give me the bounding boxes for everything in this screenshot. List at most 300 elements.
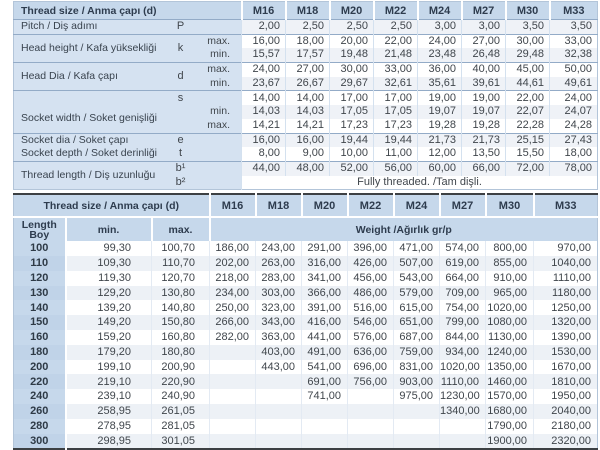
weight-value: 1670,00 [534, 360, 598, 375]
weight-value: 516,00 [348, 300, 394, 315]
spec-value: 39,61 [462, 77, 506, 91]
length-min-value: 199,10 [66, 360, 152, 375]
spec-symbol: b¹ [164, 161, 198, 175]
weight-value: 799,00 [440, 315, 486, 330]
spec-row [14, 133, 598, 147]
weight-row [14, 330, 598, 345]
spec-symbol [164, 105, 198, 133]
length-min-value: 149,20 [66, 315, 152, 330]
length-max-value: 261,05 [152, 404, 210, 419]
spec-value: 36,00 [418, 63, 462, 77]
weight-value: 1390,00 [534, 330, 598, 345]
spec-label: Head Dia / Kafa çapı [14, 63, 164, 91]
weight-row [14, 300, 598, 315]
weight-value: 443,00 [256, 360, 302, 375]
weight-value [256, 434, 302, 450]
weight-row [14, 434, 598, 450]
weight-value: 303,00 [256, 286, 302, 301]
spec-value: 26,48 [462, 48, 506, 62]
spec-value: 21,73 [418, 133, 462, 147]
t2-col-header-m27: M27 [440, 194, 486, 217]
spec-value: 19,07 [418, 105, 462, 119]
length-max-value: 140,80 [152, 300, 210, 315]
weight-value: 970,00 [534, 241, 598, 256]
weight-value: 546,00 [348, 315, 394, 330]
spec-value: 27,43 [550, 133, 598, 147]
spec-value: 33,00 [374, 63, 418, 77]
spec-value: 52,00 [330, 161, 374, 175]
spec-value: 17,05 [330, 105, 374, 119]
spec-value: 17,57 [286, 48, 330, 62]
t1-col-header-m18: M18 [286, 2, 330, 20]
length-value: 150 [14, 315, 66, 330]
spec-value: 15,57 [242, 48, 286, 62]
spec-value: 2,50 [374, 20, 418, 35]
spec-value: 40,00 [462, 63, 506, 77]
t1-col-header-m22: M22 [374, 2, 418, 20]
weight-value: 396,00 [348, 241, 394, 256]
weight-value: 975,00 [394, 389, 440, 404]
weight-value [210, 419, 256, 434]
spec-minmax-label [198, 147, 242, 161]
weight-value: 687,00 [394, 330, 440, 345]
weight-value: 1810,00 [534, 374, 598, 389]
spec-value: 2,00 [242, 20, 286, 35]
weight-columns-header: Weight /Ağırlık gr/p [210, 217, 598, 241]
spec-value: 22,00 [374, 34, 418, 48]
weight-value [302, 404, 348, 419]
weight-value [348, 389, 394, 404]
spec-value: 16,00 [286, 133, 330, 147]
spec-value: 19,00 [462, 91, 506, 105]
spec-value: 18,00 [286, 34, 330, 48]
weight-value [256, 389, 302, 404]
weight-value: 636,00 [348, 345, 394, 360]
weight-value: 910,00 [486, 271, 534, 286]
spec-label: Socket dia / Soket çapı [14, 133, 164, 147]
weight-value: 2040,00 [534, 404, 598, 419]
weights-table-body [14, 241, 598, 449]
length-value: 180 [14, 345, 66, 360]
weight-value: 363,00 [256, 330, 302, 345]
spec-value: 16,00 [242, 34, 286, 48]
weight-value [210, 404, 256, 419]
weight-value: 416,00 [302, 315, 348, 330]
spec-value: 23,67 [242, 77, 286, 91]
length-value: 220 [14, 374, 66, 389]
spec-value: 30,00 [506, 34, 550, 48]
weight-value: 741,00 [302, 389, 348, 404]
t2-col-header-m18: M18 [256, 194, 302, 217]
t2-col-header-m24: M24 [394, 194, 440, 217]
length-value: 200 [14, 360, 66, 375]
weight-value: 250,00 [210, 300, 256, 315]
weight-value: 1350,00 [486, 360, 534, 375]
length-max-value: 200,90 [152, 360, 210, 375]
length-max-value: 130,80 [152, 286, 210, 301]
weight-value [256, 404, 302, 419]
length-value: 240 [14, 389, 66, 404]
weight-value [440, 419, 486, 434]
weight-value: 543,00 [394, 271, 440, 286]
length-value: 120 [14, 271, 66, 286]
weight-value: 1250,00 [534, 300, 598, 315]
length-max-value: 281,05 [152, 419, 210, 434]
spec-value: 23,48 [418, 48, 462, 62]
spec-minmax-label: min. [198, 48, 242, 62]
spec-minmax-label: max. [198, 119, 242, 133]
weight-value [256, 419, 302, 434]
weights-table [13, 193, 598, 450]
length-column-header [14, 217, 66, 241]
weights-subheader-row [14, 217, 598, 241]
weight-row [14, 419, 598, 434]
dimensions-table-title: Thread size / Anma çapı (d) [14, 2, 242, 20]
length-max-value: 180,80 [152, 345, 210, 360]
weight-value: 651,00 [394, 315, 440, 330]
weight-value: 619,00 [440, 256, 486, 271]
weight-value: 691,00 [302, 374, 348, 389]
spec-value: 8,00 [242, 147, 286, 161]
spec-symbol: P [164, 20, 198, 35]
spec-value: 11,00 [374, 147, 418, 161]
spec-value: 24,00 [550, 91, 598, 105]
spec-value: 19,44 [374, 133, 418, 147]
spec-value: 22,28 [506, 119, 550, 133]
weight-value: 1130,00 [486, 330, 534, 345]
spec-value: 49,61 [550, 77, 598, 91]
t2-col-header-m22: M22 [348, 194, 394, 217]
weight-value: 202,00 [210, 256, 256, 271]
spec-label: Thread length / Diş uzunluğu [14, 161, 164, 189]
spec-value: 15,50 [506, 147, 550, 161]
length-label-tr: Boy [29, 228, 50, 241]
spec-value: 18,00 [550, 147, 598, 161]
length-value: 100 [14, 241, 66, 256]
length-max-value: 100,70 [152, 241, 210, 256]
spec-value: 32,61 [374, 77, 418, 91]
spec-value: 66,00 [462, 161, 506, 175]
weight-value: 243,00 [256, 241, 302, 256]
spec-value: 14,03 [286, 105, 330, 119]
weight-value: 696,00 [348, 360, 394, 375]
spec-minmax-label: max. [198, 34, 242, 48]
spec-value: 10,00 [330, 147, 374, 161]
weight-value: 576,00 [348, 330, 394, 345]
weight-value: 709,00 [440, 286, 486, 301]
weight-value: 1240,00 [486, 345, 534, 360]
spec-value: 30,00 [330, 63, 374, 77]
spec-value: 50,00 [550, 63, 598, 77]
weight-value: 579,00 [394, 286, 440, 301]
weights-table-title: Thread size / Anma çapı (d) [14, 194, 210, 217]
spec-value: 14,03 [242, 105, 286, 119]
weight-value: 1180,00 [534, 286, 598, 301]
spec-value: 48,00 [286, 161, 330, 175]
weights-header-row [14, 194, 598, 217]
length-min-value: 99,30 [66, 241, 152, 256]
spec-value: 19,44 [330, 133, 374, 147]
spec-row [14, 105, 598, 119]
length-min-value: 109,30 [66, 256, 152, 271]
weight-value: 341,00 [302, 271, 348, 286]
spec-value: 33,00 [550, 34, 598, 48]
spec-row [14, 20, 598, 35]
weight-value: 541,00 [302, 360, 348, 375]
weight-value: 2320,00 [534, 434, 598, 450]
t1-col-header-m16: M16 [242, 2, 286, 20]
weight-value: 486,00 [348, 286, 394, 301]
weight-value: 1110,00 [534, 271, 598, 286]
spec-row [14, 147, 598, 161]
weight-value: 1680,00 [486, 404, 534, 419]
spec-value: 56,00 [374, 161, 418, 175]
weight-value: 1320,00 [534, 315, 598, 330]
spec-label: Socket depth / Soket derinliği [14, 147, 164, 161]
t2-col-header-m16: M16 [210, 194, 256, 217]
weight-row [14, 360, 598, 375]
weight-value: 756,00 [348, 374, 394, 389]
weight-value: 855,00 [486, 256, 534, 271]
length-value: 260 [14, 404, 66, 419]
spec-value: 17,23 [330, 119, 374, 133]
weight-value [348, 419, 394, 434]
spec-row [14, 91, 598, 105]
weight-value: 218,00 [210, 271, 256, 286]
weight-value: 903,00 [394, 374, 440, 389]
t2-col-header-m30: M30 [486, 194, 534, 217]
length-value: 140 [14, 300, 66, 315]
spec-value: 45,00 [506, 63, 550, 77]
weight-value: 615,00 [394, 300, 440, 315]
spec-note: Fully threaded. /Tam dişli. [242, 176, 598, 190]
spec-value: 3,50 [506, 20, 550, 35]
weight-value: 1020,00 [486, 300, 534, 315]
spec-symbol: t [164, 147, 198, 161]
weight-row [14, 404, 598, 419]
weight-value: 1040,00 [534, 256, 598, 271]
spec-value: 27,00 [462, 34, 506, 48]
spec-value: 3,00 [418, 20, 462, 35]
weight-row [14, 286, 598, 301]
spec-value: 12,00 [418, 147, 462, 161]
spec-minmax-label [198, 133, 242, 147]
length-min-value: 159,20 [66, 330, 152, 345]
spec-value: 29,48 [506, 48, 550, 62]
weight-value: 186,00 [210, 241, 256, 256]
weight-value: 323,00 [256, 300, 302, 315]
length-max-value: 120,70 [152, 271, 210, 286]
spec-value: 14,21 [286, 119, 330, 133]
spec-value: 35,61 [418, 77, 462, 91]
spec-value: 29,67 [330, 77, 374, 91]
weight-value [210, 434, 256, 450]
weight-value [210, 345, 256, 360]
weight-value [348, 404, 394, 419]
weight-value [394, 419, 440, 434]
spec-minmax-label [198, 161, 242, 175]
max-column-header: max. [152, 217, 210, 241]
length-max-value: 150,80 [152, 315, 210, 330]
t1-col-header-m24: M24 [418, 2, 462, 20]
dimensions-table [13, 1, 598, 190]
weight-value: 1950,00 [534, 389, 598, 404]
weight-value [302, 434, 348, 450]
t1-col-header-m20: M20 [330, 2, 374, 20]
weight-row [14, 389, 598, 404]
length-value: 130 [14, 286, 66, 301]
weight-value [394, 404, 440, 419]
spec-symbol: b² [164, 176, 198, 190]
t1-col-header-m27: M27 [462, 2, 506, 20]
weight-value: 291,00 [302, 241, 348, 256]
weight-value: 759,00 [394, 345, 440, 360]
spec-value: 24,00 [242, 63, 286, 77]
weight-value: 1110,00 [440, 374, 486, 389]
weight-value: 1230,00 [440, 389, 486, 404]
spec-value: 72,00 [506, 161, 550, 175]
spec-row [14, 34, 598, 48]
spec-value: 17,23 [374, 119, 418, 133]
spec-value: 14,00 [242, 91, 286, 105]
spec-value: 13,50 [462, 147, 506, 161]
length-label-en: Length [21, 218, 57, 231]
length-value: 110 [14, 256, 66, 271]
length-min-value: 239,10 [66, 389, 152, 404]
weight-value: 1530,00 [534, 345, 598, 360]
spec-label: Head height / Kafa yüksekliği [14, 34, 164, 62]
weight-value [210, 389, 256, 404]
weight-value: 965,00 [486, 286, 534, 301]
spec-symbol: s [164, 91, 198, 105]
weight-value: 456,00 [348, 271, 394, 286]
spec-symbol: d [164, 63, 198, 91]
weight-value: 1340,00 [440, 404, 486, 419]
weight-value: 1570,00 [486, 389, 534, 404]
spec-value: 19,48 [330, 48, 374, 62]
spec-label: Pitch / Diş adımı [14, 20, 164, 35]
weight-value [394, 434, 440, 450]
spec-value: 19,07 [462, 105, 506, 119]
spec-symbol: k [164, 34, 198, 62]
length-value: 280 [14, 419, 66, 434]
spec-value: 17,00 [374, 91, 418, 105]
length-min-value: 179,20 [66, 345, 152, 360]
spec-label: Socket width / Soket genişliği [14, 105, 164, 133]
spec-value: 19,28 [462, 119, 506, 133]
weight-value: 283,00 [256, 271, 302, 286]
weight-value: 403,00 [256, 345, 302, 360]
spec-value: 24,28 [550, 119, 598, 133]
length-min-value: 129,20 [66, 286, 152, 301]
weight-value: 664,00 [440, 271, 486, 286]
spec-value: 16,00 [242, 133, 286, 147]
spec-value: 44,61 [506, 77, 550, 91]
spec-value: 19,28 [418, 119, 462, 133]
spec-value: 21,48 [374, 48, 418, 62]
spec-minmax-label [198, 176, 242, 190]
spec-value: 78,00 [550, 161, 598, 175]
weight-value: 234,00 [210, 286, 256, 301]
spec-value: 26,67 [286, 77, 330, 91]
weight-row [14, 374, 598, 389]
t1-col-header-m33: M33 [550, 2, 598, 20]
length-min-value: 278,95 [66, 419, 152, 434]
weight-value: 316,00 [302, 256, 348, 271]
weight-row [14, 345, 598, 360]
weight-value: 844,00 [440, 330, 486, 345]
spec-value: 19,00 [418, 91, 462, 105]
spec-value: 25,15 [506, 133, 550, 147]
spec-value: 22,00 [506, 91, 550, 105]
spec-value: 9,00 [286, 147, 330, 161]
spec-value: 20,00 [330, 34, 374, 48]
length-max-value: 220,90 [152, 374, 210, 389]
weight-value: 574,00 [440, 241, 486, 256]
spec-minmax-label [198, 91, 242, 105]
weight-value: 934,00 [440, 345, 486, 360]
spec-value: 2,50 [330, 20, 374, 35]
weight-value: 800,00 [486, 241, 534, 256]
spec-value: 3,00 [462, 20, 506, 35]
spec-symbol: e [164, 133, 198, 147]
weight-value: 366,00 [302, 286, 348, 301]
weight-value [440, 434, 486, 450]
spec-minmax-label [198, 20, 242, 35]
weight-value: 282,00 [210, 330, 256, 345]
length-min-value: 258,95 [66, 404, 152, 419]
spec-value: 3,50 [550, 20, 598, 35]
weight-value: 1080,00 [486, 315, 534, 330]
spec-value: 27,00 [286, 63, 330, 77]
min-column-header: min. [66, 217, 152, 241]
spec-value: 21,73 [462, 133, 506, 147]
length-max-value: 110,70 [152, 256, 210, 271]
spec-value: 2,50 [286, 20, 330, 35]
spec-value: 24,07 [550, 105, 598, 119]
spec-value: 60,00 [418, 161, 462, 175]
weight-value: 1460,00 [486, 374, 534, 389]
weight-row [14, 256, 598, 271]
spec-minmax-label: max. [198, 63, 242, 77]
length-min-value: 139,20 [66, 300, 152, 315]
spec-row [14, 63, 598, 77]
weight-value: 754,00 [440, 300, 486, 315]
spec-value: 22,07 [506, 105, 550, 119]
weight-value [302, 419, 348, 434]
weight-value: 263,00 [256, 256, 302, 271]
weight-value: 491,00 [302, 345, 348, 360]
weight-value: 831,00 [394, 360, 440, 375]
spec-minmax-label: min. [198, 77, 242, 91]
t2-col-header-m20: M20 [302, 194, 348, 217]
weight-value [210, 374, 256, 389]
weight-value: 471,00 [394, 241, 440, 256]
length-min-value: 298,95 [66, 434, 152, 450]
weight-value [210, 360, 256, 375]
dimensions-table-body [14, 20, 598, 190]
weight-value: 507,00 [394, 256, 440, 271]
length-min-value: 119,30 [66, 271, 152, 286]
weight-value [348, 434, 394, 450]
spec-value: 17,00 [330, 91, 374, 105]
length-max-value: 301,05 [152, 434, 210, 450]
weight-value: 391,00 [302, 300, 348, 315]
spec-value: 24,00 [418, 34, 462, 48]
spec-value: 14,00 [286, 91, 330, 105]
length-value: 160 [14, 330, 66, 345]
length-max-value: 240,90 [152, 389, 210, 404]
